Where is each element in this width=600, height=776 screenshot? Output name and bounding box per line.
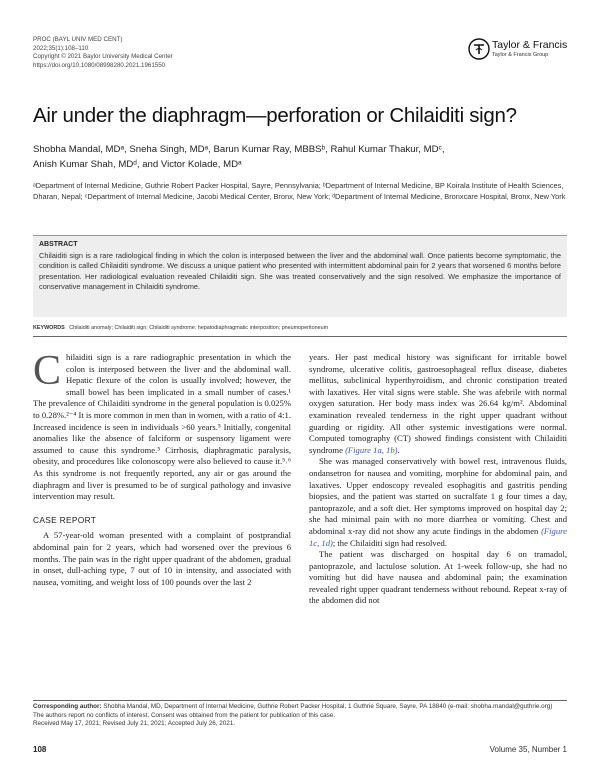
journal-name: PROC (BAYL UNIV MED CENT) bbox=[33, 36, 123, 43]
footnote-divider bbox=[33, 700, 567, 701]
doi-link[interactable]: https://doi.org/10.1080/08998280.2021.1961550 bbox=[33, 61, 166, 69]
authors-line-1: Shobha Mandal, MDᵃ, Sneha Singh, MDᵃ, Barun Kumar Ray, MBBSᵇ, Rahul Kumar Thakur, MDᶜ, bbox=[33, 144, 445, 155]
abstract-box bbox=[33, 235, 567, 317]
publisher-logo-icon bbox=[468, 38, 490, 60]
authors-line-2: Anish Kumar Shah, MDᵈ, and Victor Kolade, MDᵃ bbox=[33, 158, 242, 170]
volume-pages: 2022;35(1):108–110 bbox=[33, 44, 89, 52]
drop-cap: C bbox=[33, 348, 62, 394]
body-column-right bbox=[309, 352, 567, 607]
history-paragraph bbox=[309, 352, 567, 456]
intro-text: hilaiditi sign is a rare radiographic presentation in which the colon is interposed between the liver and the abdominal wall. Hepatic flexure of the colon is usually involved; however, the small bowel has been implicated in a small number of cases.¹ The prevalence of Chilaiditi syndrome in the general population is 0.025% to 0.28%.²⁻⁴ It is more common in men than in women, with a ratio of 4:1. Increased incidence is seen in individuals >60 years.⁵ Initially, congenital anomalies like the absence of falciform or suspensory ligament were assumed to cause this syndrome.⁵ Cirrhosis, diaphragmatic paralysis, obesity, and procedures like colonoscopy were also believed to cause it.⁵˒⁶ As this syndrome is not frequently reported, any air or gas around the diaphragm and liver is presumed to be of surgical pathology and invasive intervention may result. bbox=[33, 352, 291, 502]
corresponding-text: Shobha Mandal, MD, Department of Internal Medicine, Guthrie Robert Packer Hospital, 1 Guthrie Square, Sayre, PA 18840 (e-mail: shobha.mandal@guthrie.org) bbox=[103, 703, 553, 710]
article-dates: Received May 17, 2021; Revised July 21, 2021; Accepted July 26, 2021. bbox=[33, 720, 235, 728]
followup-paragraph: The patient was discharged on hospital day 6 on tramadol, pantoprazole, and lactulose solution. At 1-week follow-up, she had no vomiting but did have nausea and abdominal pain; the examination revealed right upper quadrant tenderness without rebound. Repeat x-ray of the abdomen did not bbox=[309, 549, 567, 606]
publisher-name: Taylor & Francis bbox=[492, 39, 568, 51]
publisher-group: Taylor & Francis Group bbox=[492, 52, 549, 58]
keywords-label: KEYWORDS bbox=[33, 325, 65, 331]
figure-link-1cd[interactable]: (Figure 1c, 1d) bbox=[309, 525, 567, 548]
publisher-logo bbox=[468, 36, 586, 62]
corresponding-author bbox=[33, 703, 567, 712]
journal-meta bbox=[33, 36, 173, 70]
conflicts-statement: The authors report no conflicts of interest. Consent was obtained from the patient for publication of this case. bbox=[33, 711, 336, 719]
copyright: Copyright © 2021 Baylor University Medical Center bbox=[33, 53, 173, 61]
footnote bbox=[33, 703, 567, 729]
figure-link-1ab[interactable]: (Figure 1a, 1b) bbox=[345, 444, 398, 455]
history-end: . bbox=[397, 444, 400, 455]
case-paragraph: A 57-year-old woman presented with a complaint of postprandial abdominal pain for 2 years, which had worsened over the previous 6 months. The pain was in the right upper quadrant of the abdomen, gradual in onset, dull-aching type, 7 out of 10 in intensity, and associated with nausea, vomiting, and weight loss of 100 pounds over the last 2 bbox=[33, 530, 291, 587]
keywords-text: Chilaiditi anomaly; Chilaiditi sign; Chilaiditi syndrome; hepatodiaphragmatic interposition; pneumoperitoneum bbox=[69, 325, 329, 331]
corresponding-label: Corresponding author: bbox=[33, 703, 102, 710]
author-list bbox=[33, 143, 573, 172]
intro-paragraph bbox=[33, 348, 291, 503]
affiliations: ᵃDepartment of Internal Medicine, Guthrie Robert Packer Hospital, Sayre, Pennsylvania; ᵇDepartment of Internal Medicine, BP Koirala Institute of Health Sciences, Dharan, Nepal; ᶜDepartment of Internal Medicine, Jacobi Medical Center, Bronx, New York; ᵈDepartment of Internal Medicine, Bronxcare Hospital, Bronx, New York bbox=[33, 181, 566, 201]
article-title: Air under the diaphragm—perforation or Chilaiditi sign? bbox=[33, 104, 517, 127]
body-column-left bbox=[33, 348, 291, 588]
abstract-text: Chilaiditi sign is a rare radiological finding in which the colon is interposed between the liver and the abdominal wall. Once patients become symptomatic, the condition is called Chilaiditi syndrome. We discuss a unique patient who presented with intermittent abdominal pain for 2 years that worsened 6 months before presentation. Her radiological evaluation revealed Chilaiditi sign. She was treated conservatively and the sign resolved. We emphasize the importance of conservative management in Chilaiditi syndrome. bbox=[39, 251, 561, 292]
volume-info: Volume 35, Number 1 bbox=[489, 745, 567, 754]
history-text: years. Her past medical history was significant for irritable bowel syndrome, ulcerative colitis, gastroesophageal reflux disease, diabetes mellitus, subclinical hyperthyroidism, and chronic constipation treated with laxatives. Her vital signs were stable. She was afebrile with normal oxygen saturation. Her body mass index was 26.64 kg/m². Abdominal examination revealed tenderness in the right upper quadrant without guarding or rigidity. All other systemic investigations were normal. Computed tomography (CT) showed findings consistent with Chilaiditi syndrome bbox=[309, 352, 567, 455]
divider bbox=[33, 336, 567, 337]
case-report-heading: CASE REPORT bbox=[33, 514, 97, 525]
keywords bbox=[33, 325, 573, 331]
page-number: 108 bbox=[33, 745, 47, 754]
abstract-heading: ABSTRACT bbox=[39, 241, 78, 248]
management-paragraph bbox=[309, 456, 567, 549]
management-text: She was managed conservatively with bowel rest, intravenous fluids, ondansetron for nausea and vomiting, morphine for abdominal pain, and laxatives. Upper endoscopy revealed esophagitis and gastritis pending biopsies, and the patient was started on sucralfate 1 g four times a day, pantoprazole, and a soft diet. Her symptoms improved on hospital day 2; she had minimal pain with no more diarrhea or vomiting. Chest and abdominal x-ray did not show any acute findings in the abdomen bbox=[309, 456, 567, 536]
management-end: ; the Chilaiditi sign had resolved. bbox=[332, 537, 447, 548]
